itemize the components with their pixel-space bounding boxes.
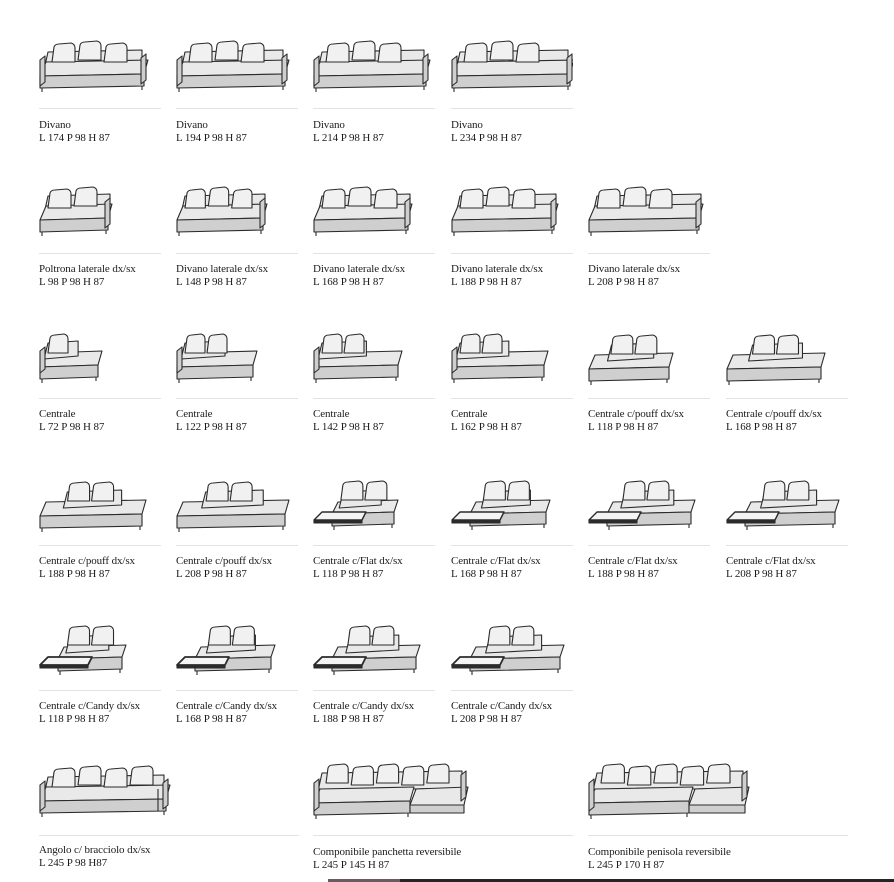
item-dimensions: L 208 P 98 H 87 [588, 276, 659, 288]
sofa-drawing [39, 468, 161, 540]
item-dimensions: L 162 P 98 H 87 [451, 421, 522, 433]
item-divider [313, 690, 435, 691]
item-divider [588, 398, 710, 399]
item-divider [588, 835, 848, 836]
item-divider [451, 253, 573, 254]
item-name: Divano [451, 119, 483, 131]
item-name: Centrale c/pouff dx/sx [588, 408, 684, 420]
sofa-drawing [39, 32, 161, 104]
item-divider [39, 545, 161, 546]
sofa-drawing [313, 321, 435, 393]
item-divider [588, 253, 710, 254]
item-name: Centrale c/Candy dx/sx [451, 700, 553, 712]
item-dimensions: L 168 P 98 H 87 [176, 713, 247, 725]
item-dimensions: L 214 P 98 H 87 [313, 132, 384, 144]
item-divider [39, 253, 161, 254]
item-divider [313, 108, 435, 109]
item-name: Divano laterale dx/sx [451, 263, 543, 275]
item-name: Centrale c/Flat dx/sx [726, 555, 816, 567]
item-divider [451, 108, 573, 109]
item-dimensions: L 188 P 98 H 87 [588, 568, 659, 580]
sofa-drawing [39, 613, 161, 685]
item-dimensions: L 118 P 98 H 87 [588, 421, 659, 433]
sofa-drawing [726, 321, 848, 393]
item-name: Centrale c/Flat dx/sx [451, 555, 541, 567]
item-name: Divano laterale dx/sx [176, 263, 268, 275]
item-divider [726, 545, 848, 546]
sofa-drawing [451, 176, 573, 248]
item-divider [39, 690, 161, 691]
item-dimensions: L 188 P 98 H 87 [39, 568, 110, 580]
item-divider [176, 545, 298, 546]
item-name: Centrale c/pouff dx/sx [39, 555, 135, 567]
sofa-drawing [588, 757, 848, 829]
item-dimensions: L 98 P 98 H 87 [39, 276, 105, 288]
item-name: Centrale [451, 408, 488, 420]
item-name: Divano laterale dx/sx [588, 263, 680, 275]
item-name: Centrale c/Candy dx/sx [176, 700, 278, 712]
item-divider [176, 690, 298, 691]
item-name: Centrale c/Flat dx/sx [588, 555, 678, 567]
item-divider [451, 690, 573, 691]
item-divider [39, 108, 161, 109]
item-divider [176, 108, 298, 109]
item-dimensions: L 148 P 98 H 87 [176, 276, 247, 288]
item-dimensions: L 194 P 98 H 87 [176, 132, 247, 144]
item-divider [451, 545, 573, 546]
item-dimensions: L 188 P 98 H 87 [313, 713, 384, 725]
sofa-drawing [39, 176, 161, 248]
sofa-drawing [176, 176, 298, 248]
item-name: Centrale [313, 408, 350, 420]
item-divider [313, 253, 435, 254]
item-divider [588, 545, 710, 546]
sofa-drawing [451, 32, 573, 104]
item-name: Centrale c/pouff dx/sx [176, 555, 272, 567]
item-dimensions: L 245 P 170 H 87 [588, 859, 665, 871]
item-dimensions: L 208 P 98 H 87 [451, 713, 522, 725]
item-divider [39, 835, 299, 836]
item-dimensions: L 168 P 98 H 87 [726, 421, 797, 433]
sofa-drawing [176, 321, 298, 393]
sofa-drawing [313, 613, 435, 685]
item-dimensions: L 122 P 98 H 87 [176, 421, 247, 433]
item-dimensions: L 208 P 98 H 87 [176, 568, 247, 580]
sofa-drawing [588, 321, 710, 393]
item-name: Poltrona laterale dx/sx [39, 263, 136, 275]
item-name: Componibile panchetta reversibile [313, 846, 462, 858]
sofa-drawing [313, 468, 435, 540]
item-dimensions: L 168 P 98 H 87 [313, 276, 384, 288]
item-dimensions: L 188 P 98 H 87 [451, 276, 522, 288]
sofa-drawing [313, 176, 435, 248]
item-divider [176, 398, 298, 399]
sofa-drawing [176, 32, 298, 104]
sofa-drawing [313, 757, 573, 829]
item-name: Divano [176, 119, 208, 131]
item-name: Divano [313, 119, 345, 131]
item-divider [726, 398, 848, 399]
item-dimensions: L 118 P 98 H 87 [313, 568, 384, 580]
item-dimensions: L 245 P 145 H 87 [313, 859, 390, 871]
item-dimensions: L 208 P 98 H 87 [726, 568, 797, 580]
item-divider [313, 398, 435, 399]
item-divider [176, 253, 298, 254]
item-name: Componibile penisola reversibile [588, 846, 731, 858]
sofa-drawing [176, 613, 298, 685]
sofa-drawing [451, 613, 573, 685]
item-name: Centrale [39, 408, 76, 420]
sofa-drawing [313, 32, 435, 104]
sofa-drawing [176, 468, 298, 540]
item-name: Centrale c/Candy dx/sx [39, 700, 141, 712]
item-dimensions: L 118 P 98 H 87 [39, 713, 110, 725]
item-dimensions: L 168 P 98 H 87 [451, 568, 522, 580]
item-name: Centrale c/Flat dx/sx [313, 555, 403, 567]
sofa-drawing [588, 176, 710, 248]
item-divider [313, 545, 435, 546]
item-name: Centrale c/Candy dx/sx [313, 700, 415, 712]
item-name: Centrale c/pouff dx/sx [726, 408, 822, 420]
item-name: Angolo c/ bracciolo dx/sx [39, 844, 151, 856]
item-name: Centrale [176, 408, 213, 420]
item-dimensions: L 174 P 98 H 87 [39, 132, 110, 144]
sofa-drawing [39, 321, 161, 393]
sofa-drawing [39, 757, 299, 829]
item-name: Divano laterale dx/sx [313, 263, 405, 275]
sofa-drawing [588, 468, 710, 540]
item-dimensions: L 245 P 98 H87 [39, 857, 108, 869]
item-divider [451, 398, 573, 399]
sofa-drawing [451, 468, 573, 540]
sofa-drawing [726, 468, 848, 540]
item-divider [39, 398, 161, 399]
sofa-drawing [451, 321, 573, 393]
item-dimensions: L 234 P 98 H 87 [451, 132, 522, 144]
item-dimensions: L 142 P 98 H 87 [313, 421, 384, 433]
item-dimensions: L 72 P 98 H 87 [39, 421, 105, 433]
item-name: Divano [39, 119, 71, 131]
item-divider [313, 835, 573, 836]
